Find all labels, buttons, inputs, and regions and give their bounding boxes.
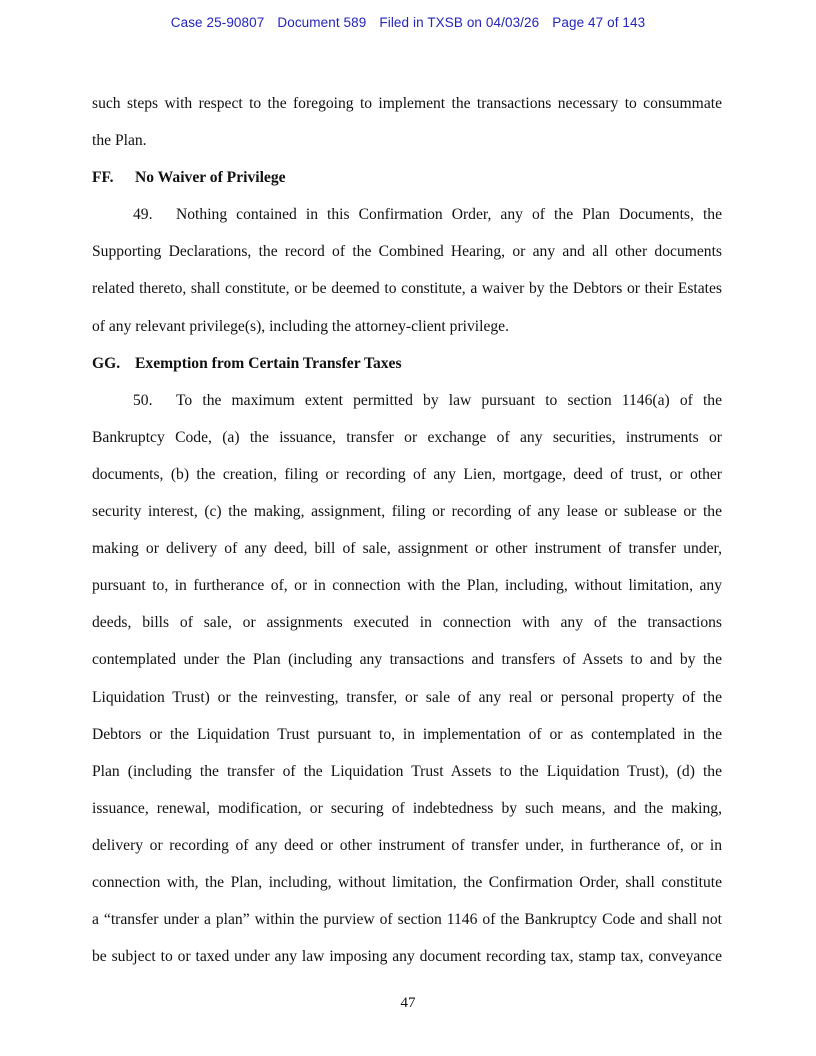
paragraph-number: 49. xyxy=(133,206,153,224)
stamp-case-number: Case 25-90807 xyxy=(170,15,265,30)
section-heading xyxy=(92,345,722,382)
text-line: deeds, bills of sale, or assignments executed in connection with any of the transactions xyxy=(92,614,722,632)
section-heading-label: FF. xyxy=(92,169,114,187)
text-line: Supporting Declarations, the record of the Combined Hearing, or any and all other documents xyxy=(92,243,722,261)
text-line: related thereto, shall constitute, or be deemed to constitute, a waiver by the Debtors or their Estates xyxy=(92,280,722,298)
section-heading xyxy=(92,159,722,196)
text-line: 49. Nothing contained in this Confirmation Order, any of the Plan Documents, the xyxy=(92,196,722,233)
document-body xyxy=(92,85,722,975)
text-line: Liquidation Trust) or the reinvesting, transfer, or sale of any real or personal property of the xyxy=(92,688,722,706)
stamp-page-count: Page 47 of 143 xyxy=(552,15,646,30)
text-line: documents, (b) the creation, filing or recording of any Lien, mortgage, deed of trust, or other xyxy=(92,465,722,483)
text-line: 50. To the maximum extent permitted by law pursuant to section 1146(a) of the xyxy=(92,382,722,419)
text-line: be subject to or taxed under any law imposing any document recording tax, stamp tax, conveyance xyxy=(92,948,722,966)
section-heading-title: No Waiver of Privilege xyxy=(135,169,286,187)
text-line: a “transfer under a plan” within the purview of section 1146 of the Bankruptcy Code and shall not xyxy=(92,911,722,929)
stamp-document-number: Document 589 xyxy=(277,15,367,30)
page-footer xyxy=(0,995,816,1012)
text-line: Plan (including the transfer of the Liquidation Trust Assets to the Liquidation Trust), (d) the xyxy=(92,762,722,780)
text-line: security interest, (c) the making, assignment, filing or recording of any lease or sublease or the xyxy=(92,503,722,521)
text-line: such steps with respect to the foregoing to implement the transactions necessary to consummate xyxy=(92,95,722,112)
text-line: connection with, the Plan, including, without limitation, the Confirmation Order, shall constitute xyxy=(92,873,722,891)
text-line: of any relevant privilege(s), including the attorney-client privilege. xyxy=(92,317,509,335)
section-heading-title: Exemption from Certain Transfer Taxes xyxy=(135,354,402,372)
text-line: contemplated under the Plan (including any transactions and transfers of Assets to and by the xyxy=(92,651,722,669)
text-line: issuance, renewal, modification, or securing of indebtedness by such means, and the making, xyxy=(92,799,722,817)
section-heading-label: GG. xyxy=(92,354,121,372)
text-line: making or delivery of any deed, bill of sale, assignment or other instrument of transfer under, xyxy=(92,540,722,558)
text-line: Bankruptcy Code, (a) the issuance, transfer or exchange of any securities, instruments or xyxy=(92,428,722,446)
stamp-filed-date: Filed in TXSB on 04/03/26 xyxy=(379,15,540,30)
page-number: 47 xyxy=(400,995,416,1011)
text-line: Debtors or the Liquidation Trust pursuant to, in implementation of or as contemplated in the xyxy=(92,725,722,743)
text-line: the Plan. xyxy=(92,132,147,150)
text-line: pursuant to, in furtherance of, or in connection with the Plan, including, without limitation, any xyxy=(92,577,722,595)
text-line: delivery or recording of any deed or other instrument of transfer under, in furtherance of, or in xyxy=(92,836,722,854)
case-stamp-header xyxy=(0,15,816,30)
paragraph-number: 50. xyxy=(133,391,153,409)
